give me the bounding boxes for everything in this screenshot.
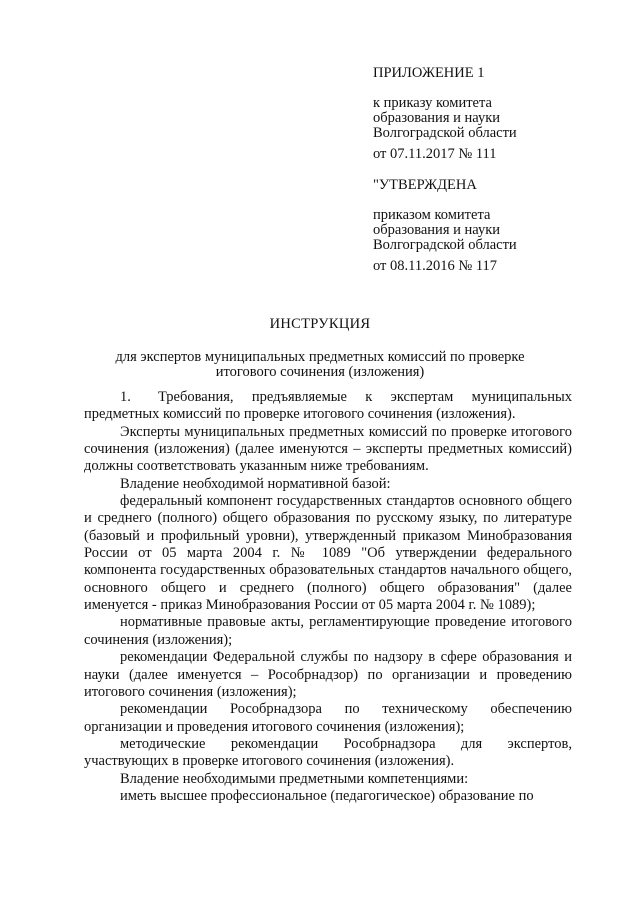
order-reference-line: образования и науки <box>373 110 501 126</box>
order-reference-line: Волгоградской области <box>373 125 517 141</box>
list-item: методические рекомендации Рособрнадзора для экспертов, участвующих в проверке итогового сочинения (изложения). <box>84 735 572 770</box>
document-title: ИНСТРУКЦИЯ <box>269 316 371 332</box>
section-requirements <box>84 389 572 424</box>
section-heading-text: Требования, предъявляемые к экспертам муниципальных предметных комиссий по проверке итогового сочинения (изложения). <box>84 389 572 423</box>
approved-date-text: от 08.11.2016 № 117 <box>373 258 498 274</box>
section-number: 1. <box>120 389 131 405</box>
approved-by-line: приказом комитета <box>373 207 491 223</box>
paragraph: Эксперты муниципальных предметных комиссий по проверке итогового сочинения (изложения) (далее именуются – эксперты предметных комиссий) должны соответствовать указанным ниже требованиям. <box>84 423 572 475</box>
approved-by-line: Волгоградской области <box>373 237 517 253</box>
paragraph: иметь высшее профессиональное (педагогическое) образование по <box>120 787 534 804</box>
list-item: федеральный компонент государственных стандартов основного общего и среднего (полного) общего образования по русскому языку, по литературе (базовый и профильный уровни), утвержденный приказом Минобразования России от 05 марта 2004 г. № 1089 "Об утверждении федерального компонента государственных образовательных стандартов начального общего, основного общего и среднего (полного) общего образования" (далее именуется - приказ Минобразования России от 05 марта 2004 г. № 1089); <box>84 493 572 614</box>
paragraph: Владение необходимыми предметными компетенциями: <box>120 770 469 787</box>
approved-by-order <box>373 208 623 253</box>
approved-by-line: образования и науки <box>373 222 501 238</box>
appendix-number: ПРИЛОЖЕНИЕ 1 <box>373 65 485 81</box>
order-reference-line: к приказу комитета <box>373 95 492 111</box>
order-date <box>373 147 623 162</box>
approved-text: "УТВЕРЖДЕНА <box>373 177 477 193</box>
subtitle-line: для экспертов муниципальных предметных комиссий по проверке <box>115 349 525 365</box>
document-body <box>84 389 572 805</box>
paragraph: Владение необходимой нормативной базой: <box>120 475 391 492</box>
order-reference <box>373 96 623 141</box>
list-item: рекомендации Рособрнадзора по техническому обеспечению организации и проведения итогового сочинения (изложения); <box>84 701 572 735</box>
approved-date <box>373 259 623 274</box>
subtitle-line: итогового сочинения (изложения) <box>215 364 425 380</box>
order-date-text: от 07.11.2017 № 111 <box>373 146 497 162</box>
approved-label <box>373 178 623 193</box>
appendix-label <box>373 66 623 81</box>
list-item: рекомендации Федеральной службы по надзору в сфере образования и науки (далее именуется – Рособрнадзор) по организации и проведению итогового сочинения (изложения); <box>84 649 572 700</box>
list-item: нормативные правовые акты, регламентирующие проведение итогового сочинения (изложения); <box>84 614 572 648</box>
document-subtitle <box>0 350 640 380</box>
